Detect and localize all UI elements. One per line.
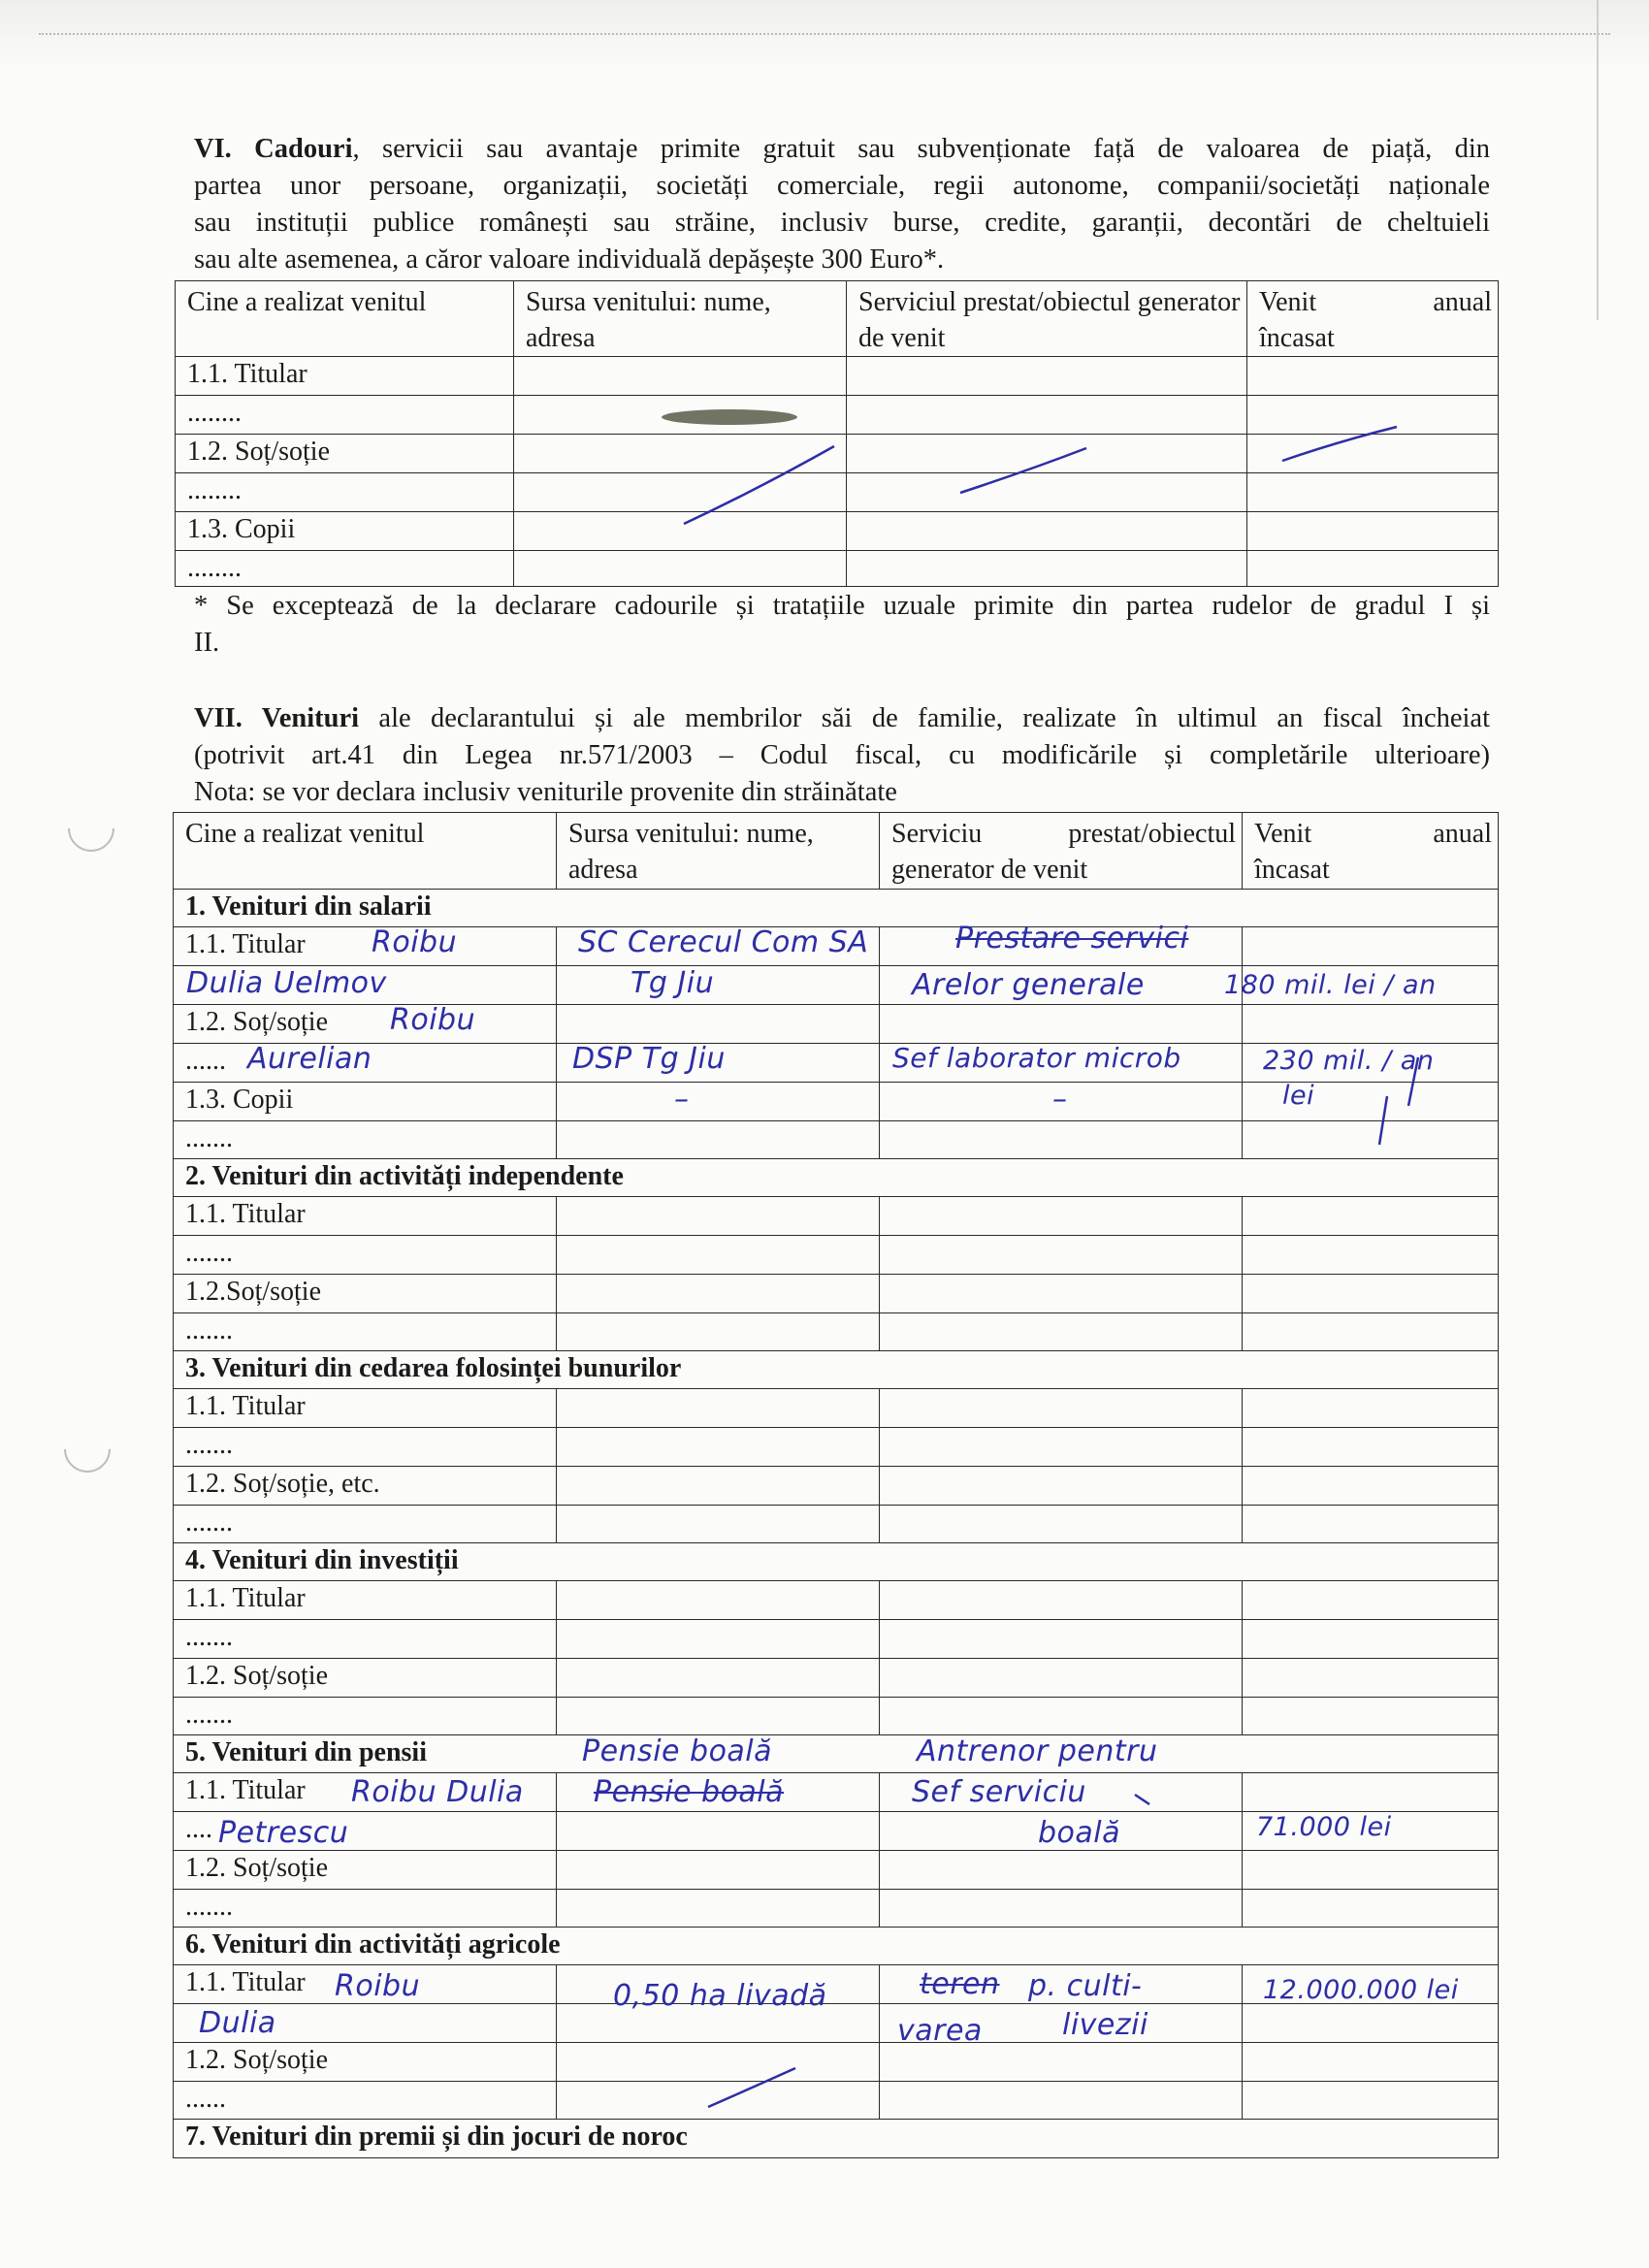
table-row-label: 1.1. Titular [176,357,514,396]
handwritten-income: 180 mil. lei / an [1224,970,1437,1000]
handwritten-name: Roibu [335,1969,421,2003]
handwritten-service: livezii [1062,2008,1148,2042]
pen-slash [1379,1096,1387,1145]
handwritten-service: Sef serviciu [912,1775,1086,1809]
table-row-label: 1.2.Soț/soție [174,1275,557,1313]
table-row-label: ....... [174,1890,557,1928]
section-vi-line: , servicii sau avantaje primite gratuit sau subvenționate față de valoarea de piață, din [352,134,1491,164]
cancel-stroke [708,2068,795,2107]
gifts-footnote: * Se exceptează de la declarare cadourile și tratațiile uzuale primite din partea rudelor de gradul I și II. [194,591,1490,658]
handwritten-service: Antrenor pentru [917,1734,1158,1768]
handwritten-source: Pensie boală [582,1734,773,1768]
table-row-label: ...... [174,2082,557,2120]
section-vii-heading: VII. Venituri [194,703,360,733]
section-vii-intro: VII. Venituri ale declarantului și ale membrilor săi de familie, realizate în ultimul an fiscal încheiat (potrivit art.41 din Legea nr.571/2003 – Codul fiscal, cu modificările și completările ulterioare) Nota: se vor declara inclusiv veniturile provenite din străinătate [194,703,1490,807]
section-title-independente: 2. Venituri din activități independente [174,1159,1499,1197]
table-row-label: 1.2. Soț/soție [176,435,514,473]
handwritten-source-struck: Pensie boală [594,1775,785,1809]
handwritten-source: Tg Jiu [630,966,715,1000]
handwritten-service: Sef laborator microb [892,1042,1181,1074]
section-vi-line: sau alte asemenea, a căror valoare individuală depășește 300 Euro*. [194,244,945,275]
handwritten-name: Petrescu [218,1816,349,1850]
section-title-investitii: 4. Venituri din investiții [174,1543,1499,1581]
column-header-income: Venit anual încasat [1243,813,1499,890]
section-title-agricole: 6. Venituri din activități agricole [174,1928,1499,1965]
cancel-stroke [960,448,1086,493]
table-row-label: ....... [174,1620,557,1659]
section-title-pensii: 5. Venituri din pensii [174,1735,1499,1773]
handwritten-service: Arelor generale [912,968,1145,1002]
table-row-label: 1.3. Copii [176,512,514,551]
table-row-label: ........ [176,396,514,435]
cancel-stroke [684,446,834,524]
table-row-label: ....... [174,1121,557,1159]
handwritten-income: 12.000.000 lei [1263,1975,1459,2005]
table-row-label: .... [174,1812,557,1851]
table-row-label: 1.3. Copii [174,1083,557,1121]
handwritten-service-struck: teren [920,1967,1000,2001]
table-row-label: ....... [174,1236,557,1275]
table-row-label: 1.1. Titular [174,1581,557,1620]
table-row-label: 1.2. Soț/soție [174,1005,557,1044]
handwritten-dash: – [674,1083,690,1117]
handwritten-name: Dulia [199,2006,276,2040]
table-row-label: 1.1. Titular [174,927,557,966]
handwritten-service-struck: Prestare servici [955,922,1189,956]
handwritten-source: 0,50 ha livadă [613,1979,827,2013]
table-row-label: ...... [174,1044,557,1083]
handwritten-service: p. culti- [1028,1969,1143,2003]
handwritten-name: Roibu [390,1003,476,1037]
section-title-salarii: 1. Venituri din salarii [174,890,1499,927]
handwritten-source: DSP Tg Jiu [572,1042,726,1076]
column-header-service: Serviciu prestat/obiectul generator de venit [880,813,1243,890]
table-row-label: 1.2. Soț/soție [174,2043,557,2082]
table-row-label: ....... [174,1428,557,1467]
handwritten-service: boală [1038,1816,1120,1850]
handwritten-income: 71.000 lei [1256,1812,1392,1842]
table-row-label: ........ [176,473,514,512]
handwritten-source: SC Cerecul Com SA [578,925,869,959]
column-header-service: Serviciul prestat/obiectul generator de venit [847,281,1247,357]
column-header-source: Sursa venitului: nume, adresa [514,281,847,357]
handwritten-service: varea [897,2014,983,2048]
table-row-label: ....... [174,1698,557,1735]
column-header-source: Sursa venitului: nume, adresa [557,813,880,890]
pen-dash [1135,1795,1149,1804]
section-vi-line: partea unor persoane, organizații, societăți comerciale, regii autonome, companii/societăți naționale [194,171,1490,201]
table-row-label: 1.1. Titular [174,1389,557,1428]
column-header-who: Cine a realizat venitul [174,813,557,890]
handwritten-name: Aurelian [247,1042,372,1076]
table-row-label: ........ [176,551,514,587]
table-row-label: 1.1. Titular [174,1197,557,1236]
cancel-stroke [1282,427,1397,461]
section-title-premii: 7. Venituri din premii și din jocuri de noroc [174,2120,1499,2158]
table-row-label: 1.2. Soț/soție, etc. [174,1467,557,1506]
handwritten-income: lei [1282,1081,1315,1111]
table-row-label: 1.1. Titular [174,1965,557,2004]
handwritten-dash: – [1052,1083,1068,1117]
column-header-income: Venit anual încasat [1247,281,1499,357]
table-row-label: ....... [174,1506,557,1543]
table-row-label: 1.1. Titular [174,1773,557,1812]
column-header-who: Cine a realizat venitul [176,281,514,357]
handwritten-name: Roibu [372,925,458,959]
table-row-label: 1.2. Soț/soție [174,1659,557,1698]
table-row-label: 1.2. Soț/soție [174,1851,557,1890]
handwritten-income: 230 mil. / an [1263,1046,1435,1076]
handwritten-name: Dulia Uelmov [186,966,387,1000]
ink-blot [662,409,797,425]
section-vi-line: sau instituții publice românești sau străine, inclusiv burse, credite, garanții, decontări de cheltuieli [194,208,1490,238]
section-vi-heading: VI. Cadouri [194,134,353,164]
table-row-label: ....... [174,1313,557,1351]
section-title-cedarea: 3. Venituri din cedarea folosinței bunurilor [174,1351,1499,1389]
handwritten-name: Roibu Dulia [351,1775,524,1809]
